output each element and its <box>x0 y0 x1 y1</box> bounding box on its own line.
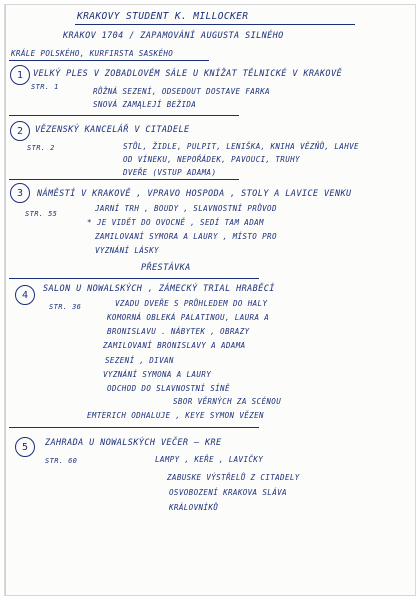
scene-line: ZABUSKE VÝSTŘELŮ Z CITADELY <box>167 473 300 482</box>
page-subtitle-2: KRÁLE POLSKÉHO, KURFIRSTA SASKÉHO <box>11 49 174 58</box>
scene-number-circle <box>15 437 35 457</box>
scene-page: STR. 60 <box>45 457 78 465</box>
handwritten-page <box>4 4 416 596</box>
scene-number: 5 <box>21 441 29 453</box>
scene-line: VZADU DVEŘE S PRŮHLEDEM DO HALY <box>115 299 268 308</box>
scene-page: STR. 36 <box>49 303 82 311</box>
scene-line: KRÁLOVNÍKŮ <box>169 503 219 512</box>
scene-divider <box>9 179 239 180</box>
scene-number-circle <box>15 285 35 305</box>
scene-title: SALON U NOWALSKÝCH , ZÁMECKÝ TRIAL HRABĚCÍ <box>43 284 275 294</box>
title-underline <box>75 24 355 25</box>
subtitle-underline <box>9 60 209 61</box>
scene-line: RŮŽNÁ SEZENÍ, ODSEDOUT DOSTAVE FARKA <box>93 87 270 96</box>
scene-divider <box>9 278 259 279</box>
scene-line: VYZNÁNÍ LÁSKY <box>95 246 159 255</box>
scene-number-circle <box>10 65 30 85</box>
scene-title: VĚZENSKÝ KANCELÁŘ V CITADELE <box>35 125 190 135</box>
scene-line: OD VÍNEKU, NEPOŘÁDEK, PAVOUCI, TRUHY <box>123 155 300 164</box>
page-subtitle: KRAKOV 1704 / ZAPAMOVÁNÍ AUGUSTA SILNÉHO <box>63 31 284 41</box>
scene-page: STR. 55 <box>25 210 58 218</box>
scene-divider <box>9 115 239 116</box>
scene-line: BRONISLAVU . NÁBYTEK , OBRAZY <box>107 327 250 336</box>
scene-line: ODCHOD DO SLAVNOSTNÍ SÍNĚ <box>107 384 230 393</box>
scene-line: EMTERICH ODHALUJE , KEYE SYMON VĚZEN <box>87 411 264 420</box>
scene-line: OSVOBOZENÍ KRAKOVA SLÁVA <box>169 488 287 497</box>
scene-line: STŮL, ŽIDLE, PULPIT, LENIŠKA, KNIHA VĚZŇŮ, LAHVE <box>123 142 359 151</box>
scene-line: JARNÍ TRH , BOUDY , SLAVNOSTNÍ PRŮVOD <box>95 204 277 213</box>
scene-divider <box>9 427 259 428</box>
scene-line: SEZENÍ , DIVAN <box>105 356 174 365</box>
interlude-label: PŘESTÁVKA <box>141 263 191 273</box>
scene-line: DVEŘE (VSTUP ADAMA) <box>123 168 217 177</box>
page-edge <box>5 5 6 595</box>
scene-line: KOMORNÁ OBLEKÁ PALATINOU, LAURA A <box>107 313 270 322</box>
scene-title: VELKÝ PLES V ZOBADLOVÉM SÁLE U KNÍŽAT TĚLNICKÉ V KRAKOVĚ <box>33 69 342 79</box>
scene-page: STR. 1 <box>31 83 59 91</box>
scene-line: VYZNÁNÍ SYMONA A LAURY <box>103 370 212 379</box>
scene-line: SNOVÁ ZAMĄLEJÍ BEŽIDA <box>93 100 197 109</box>
scene-line: * JE VIDĚT DO OVOCNĚ , SEDÍ TAM ADAM <box>87 218 264 227</box>
scene-number-circle <box>10 183 30 203</box>
scene-number-circle <box>10 121 30 141</box>
scene-line: LAMPY , KEŘE , LAVIČKY <box>155 455 264 464</box>
page-title: KRAKOVY STUDENT K. MILLOCKER <box>77 11 249 22</box>
scene-title: NÁMĚSTÍ V KRAKOVĚ , VPRAVO HOSPODA , STOLY A LAVICE VENKU <box>37 189 352 199</box>
scene-number: 1 <box>16 69 24 81</box>
scene-line: SBOR VĚRNÝCH ZA SCÉNOU <box>173 397 282 406</box>
scene-number: 4 <box>21 289 29 301</box>
scene-number: 2 <box>16 125 24 137</box>
scene-number: 3 <box>16 187 24 199</box>
scene-page: STR. 2 <box>27 144 55 152</box>
scene-title: ZAHRADA U NOWALSKÝCH VEČER – KRE <box>45 438 222 448</box>
scene-line: ZAMILOVANÍ SYMORA A LAURY , MÍSTO PRO <box>95 232 277 241</box>
scene-line: ZAMILOVANÍ BRONISLAVY A ADAMA <box>103 341 246 350</box>
